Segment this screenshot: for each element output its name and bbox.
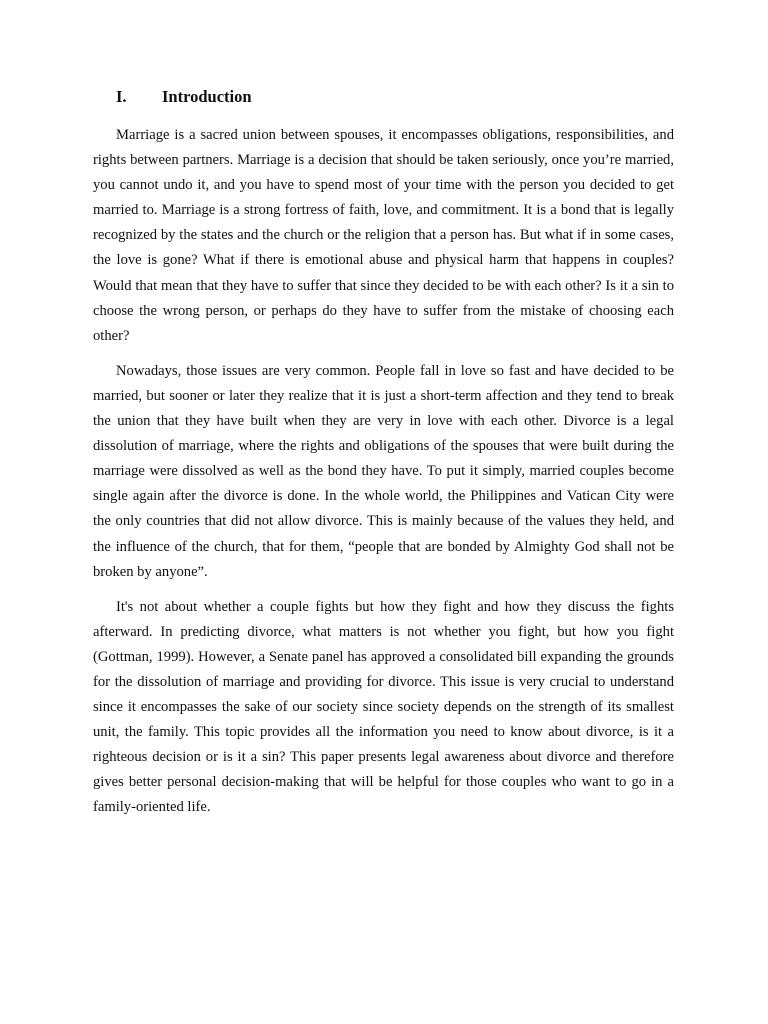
paragraph-divorce-overview: Nowadays, those issues are very common. People fall in love so fast and have decided to be married, but sooner or later they realize that it is just a short-term affection and they tend to break the union that they have built when they are very in love with each other. Divorce is a legal dissolution of marriage, where the rights and obligations of the spouses that were built during the marriage were dissolved as well as the bond they have. To put it simply, married couples become single again after the divorce is done. In the whole world, the Philippines and Vatican City were the only countries that did not allow divorce. This is mainly because of the values they held, and the influence of the church, that for them, “people that are bonded by Almighty God shall not be broken by anyone”. <box>93 362 674 580</box>
section-title: Introduction <box>162 87 252 106</box>
paragraph-marriage-definition: Marriage is a sacred union between spouses, it encompasses obligations, responsibilities, and rights between partners. Marriage is a decision that should be taken seriously, once you’re married, you cannot undo it, and you have to spend most of your time with the person you decided to get married to. Marriage is a strong fortress of faith, love, and commitment. It is a bond that is legally recognized by the states and the church or the religion that a person has. But what if in some cases, the love is gone? What if there is emotional abuse and physical harm that happens in couples? Would that mean that they have to suffer that since they decided to be with each other? Is it a sin to choose the wrong person, or perhaps do they have to suffer from the mistake of choosing each other? <box>93 127 674 344</box>
section-number: I. <box>116 87 127 106</box>
paragraph-paper-purpose: It's not about whether a couple fights but how they fight and how they discuss the fights afterward. In predicting divorce, what matters is not whether you fight, but how you fight (Gottman, 1999). However, a Senate panel has approved a consolidated bill expanding the grounds for the dissolution of marriage and providing for divorce. This issue is very crucial to understand since it encompasses the sake of our society since society depends on the strength of its smallest unit, the family. This topic provides all the information you need to know about divorce, is it a righteous decision or is it a sin? This paper presents legal awareness about divorce and therefore gives better personal decision-making that will be helpful for those couples who want to go in a family-oriented life. <box>93 598 674 816</box>
section-body <box>93 123 674 831</box>
section-heading <box>116 86 252 108</box>
